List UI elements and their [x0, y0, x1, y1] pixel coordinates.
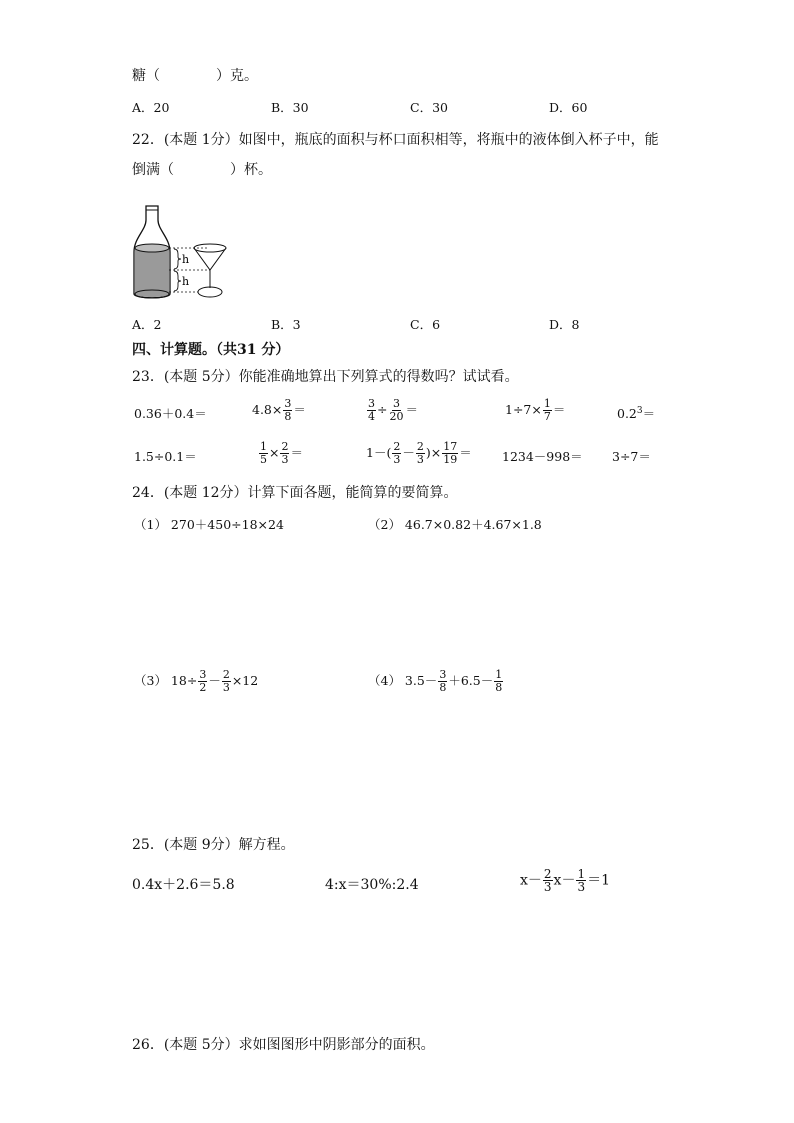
q22-option-a: A．2 — [132, 317, 162, 332]
q23-expr-7: $\frac{1}{5}$ × $\frac{2}{3}$ ＝ — [260, 440, 303, 466]
q23-expr-2: 4.8× $\frac{3}{8}$ ＝ — [252, 397, 306, 423]
q24-part-3: （3） 18÷ $\frac{3}{2}$ － $\frac{2}{3}$ ×12 — [134, 668, 259, 694]
q23-expr-4: 1÷7× $\frac{1}{7}$ ＝ — [505, 397, 566, 423]
q24-part-1: （1） 270＋450÷18×24 — [134, 517, 284, 532]
q25-equation-2: 4:x＝30%:2.4 — [325, 877, 419, 893]
glass-foot — [198, 287, 222, 297]
q23-title: 23．(本题 5分）你能准确地算出下列算式的得数吗？试试看。 — [132, 369, 519, 385]
q22-option-c: C．6 — [410, 317, 441, 332]
q22-option-d: D．8 — [549, 317, 580, 332]
label-h-upper: h — [182, 253, 190, 266]
q22-option-b: B．3 — [271, 317, 301, 332]
q23-expr-1: 0.36＋0.4＝ — [134, 406, 207, 421]
q25-title: 25．(本题 9分）解方程。 — [132, 837, 295, 853]
q23-expr-6: 1.5÷0.1＝ — [134, 449, 197, 464]
q24-part-4: （4） 3.5－ $\frac{3}{8}$ ＋6.5－ $\frac{1}{8}$ — [368, 668, 503, 694]
q23-expr-9: 1234－998＝ — [502, 449, 583, 464]
q21-option-d: D．60 — [549, 100, 588, 115]
q23-expr-10: 3÷7＝ — [612, 449, 651, 464]
label-h-lower: h — [182, 275, 190, 288]
q23-expr-8: 1－( $\frac{2}{3}$ － $\frac{2}{3}$ )× $\frac{17}{19}$ ＝ — [366, 440, 472, 466]
q23-expr-3: $\frac{3}{4}$ ÷ $\frac{3}{20}$ ＝ — [368, 397, 418, 423]
q22-line2: 倒满（ ）杯。 — [132, 162, 272, 178]
q24-part-2: （2） 46.7×0.82＋4.67×1.8 — [368, 517, 542, 532]
section-4-title: 四、计算题。（共31 分） — [132, 342, 290, 358]
q26-title: 26．(本题 5分）求如图图形中阴影部分的面积。 — [132, 1037, 435, 1053]
q21-option-b: B．30 — [271, 100, 309, 115]
q24-title: 24．(本题 12分）计算下面各题，能简算的要简算。 — [132, 485, 458, 501]
brace-upper — [174, 249, 181, 269]
q21-option-a: A．20 — [132, 100, 170, 115]
q23-expr-5: $0.2^3=$ — [617, 405, 656, 421]
q22-line1: 22．(本题 1分）如图中，瓶底的面积与杯口面积相等，将瓶中的液体倒入杯子中，能 — [132, 132, 659, 148]
bottle-glass-figure — [128, 200, 238, 306]
q21-tail: 糖（ ）克。 — [132, 68, 258, 84]
brace-lower — [174, 271, 181, 291]
q25-equation-1: 0.4x＋2.6＝5.8 — [132, 877, 235, 893]
q25-equation-3: x－ $\frac{2}{3}$ x－ $\frac{1}{3}$ ＝1 — [520, 867, 611, 894]
liquid-surface — [135, 244, 169, 252]
q21-option-c: C．30 — [410, 100, 448, 115]
